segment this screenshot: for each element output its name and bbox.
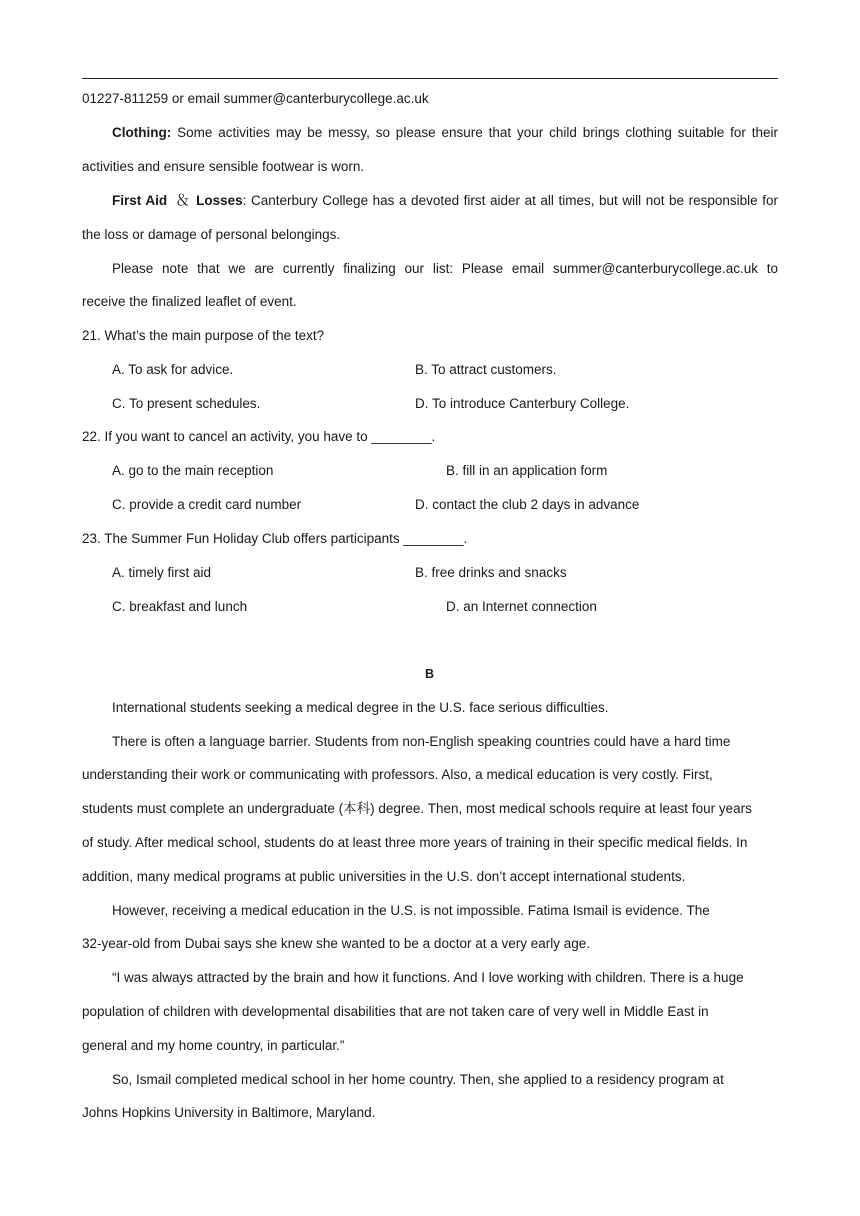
passage-line: 32-year-old from Dubai says she knew she wanted to be a doctor at a very early age. (82, 936, 591, 951)
firstaid-label-b: Losses (196, 193, 243, 208)
question-22-option-a: A. go to the main reception (112, 463, 274, 478)
question-23-stem: 23. The Summer Fun Holiday Club offers participants ________. (82, 531, 468, 546)
question-22-option-c: C. provide a credit card number (112, 497, 302, 512)
question-22-stem: 22. If you want to cancel an activity, you have to ________. (82, 429, 436, 444)
passage-line: population of children with developmental disabilities that are not taken care of very well in Middle East in (82, 1004, 709, 1019)
firstaid-paragraph-line-2: the loss or damage of personal belongings. (82, 227, 341, 242)
header-rule (82, 78, 778, 79)
passage-line: understanding their work or communicating with professors. Also, a medical education is very costly. First, (82, 767, 713, 782)
passage-line: There is often a language barrier. Students from non-English speaking countries could have a hard time (112, 734, 731, 749)
firstaid-label-a: First Aid (112, 193, 168, 208)
question-22-option-b: B. fill in an application form (446, 463, 608, 478)
question-22-option-d: D. contact the club 2 days in advance (415, 497, 640, 512)
firstaid-text: : Canterbury College has a devoted first aider at all times, but will not be responsible for (242, 193, 778, 208)
passage-line: International students seeking a medical degree in the U.S. face serious difficulties. (112, 700, 609, 715)
passage-line: “I was always attracted by the brain and how it functions. And I love working with children. There is a huge (112, 970, 744, 985)
firstaid-paragraph-line-1 (112, 193, 778, 209)
passage-line: However, receiving a medical education in the U.S. is not impossible. Fatima Ismail is evidence. The (112, 903, 710, 918)
note-paragraph-line-2: receive the finalized leaflet of event. (82, 294, 297, 309)
question-23-option-d: D. an Internet connection (446, 599, 597, 614)
passage-line: of study. After medical school, students do at least three more years of training in their specific medical fields. In (82, 835, 748, 850)
question-21-stem: 21. What’s the main purpose of the text? (82, 328, 325, 343)
passage-line: Johns Hopkins University in Baltimore, Maryland. (82, 1105, 376, 1120)
question-23-option-a: A. timely first aid (112, 565, 212, 580)
passage-line: addition, many medical programs at public universities in the U.S. don’t accept international students. (82, 869, 686, 884)
question-21-option-a: A. To ask for advice. (112, 362, 234, 377)
question-21-option-d: D. To introduce Canterbury College. (415, 396, 630, 411)
question-21-option-b: B. To attract customers. (415, 362, 557, 377)
clothing-label: Clothing: (112, 125, 172, 140)
clothing-paragraph-line-1 (112, 125, 778, 141)
passage-line: students must complete an undergraduate (本科) degree. Then, most medical schools require at least four years (82, 801, 752, 816)
clothing-paragraph-line-2: activities and ensure sensible footwear is worn. (82, 159, 365, 174)
question-23-option-b: B. free drinks and snacks (415, 565, 567, 580)
passage-line: So, Ismail completed medical school in her home country. Then, she applied to a residency program at (112, 1072, 724, 1087)
clothing-text: Some activities may be messy, so please ensure that your child brings clothing suitable for their (171, 125, 778, 140)
note-paragraph-line-1: Please note that we are currently finalizing our list: Please email summer@canterburycollege.ac.uk to (112, 261, 778, 276)
section-b-heading: B (425, 667, 435, 681)
question-23-option-c: C. breakfast and lunch (112, 599, 248, 614)
ampersand-glyph: ＆ (175, 192, 191, 209)
question-21-option-c: C. To present schedules. (112, 396, 261, 411)
passage-line: general and my home country, in particular.” (82, 1038, 345, 1053)
contact-line: 01227-811259 or email summer@canterburycollege.ac.uk (82, 91, 429, 106)
